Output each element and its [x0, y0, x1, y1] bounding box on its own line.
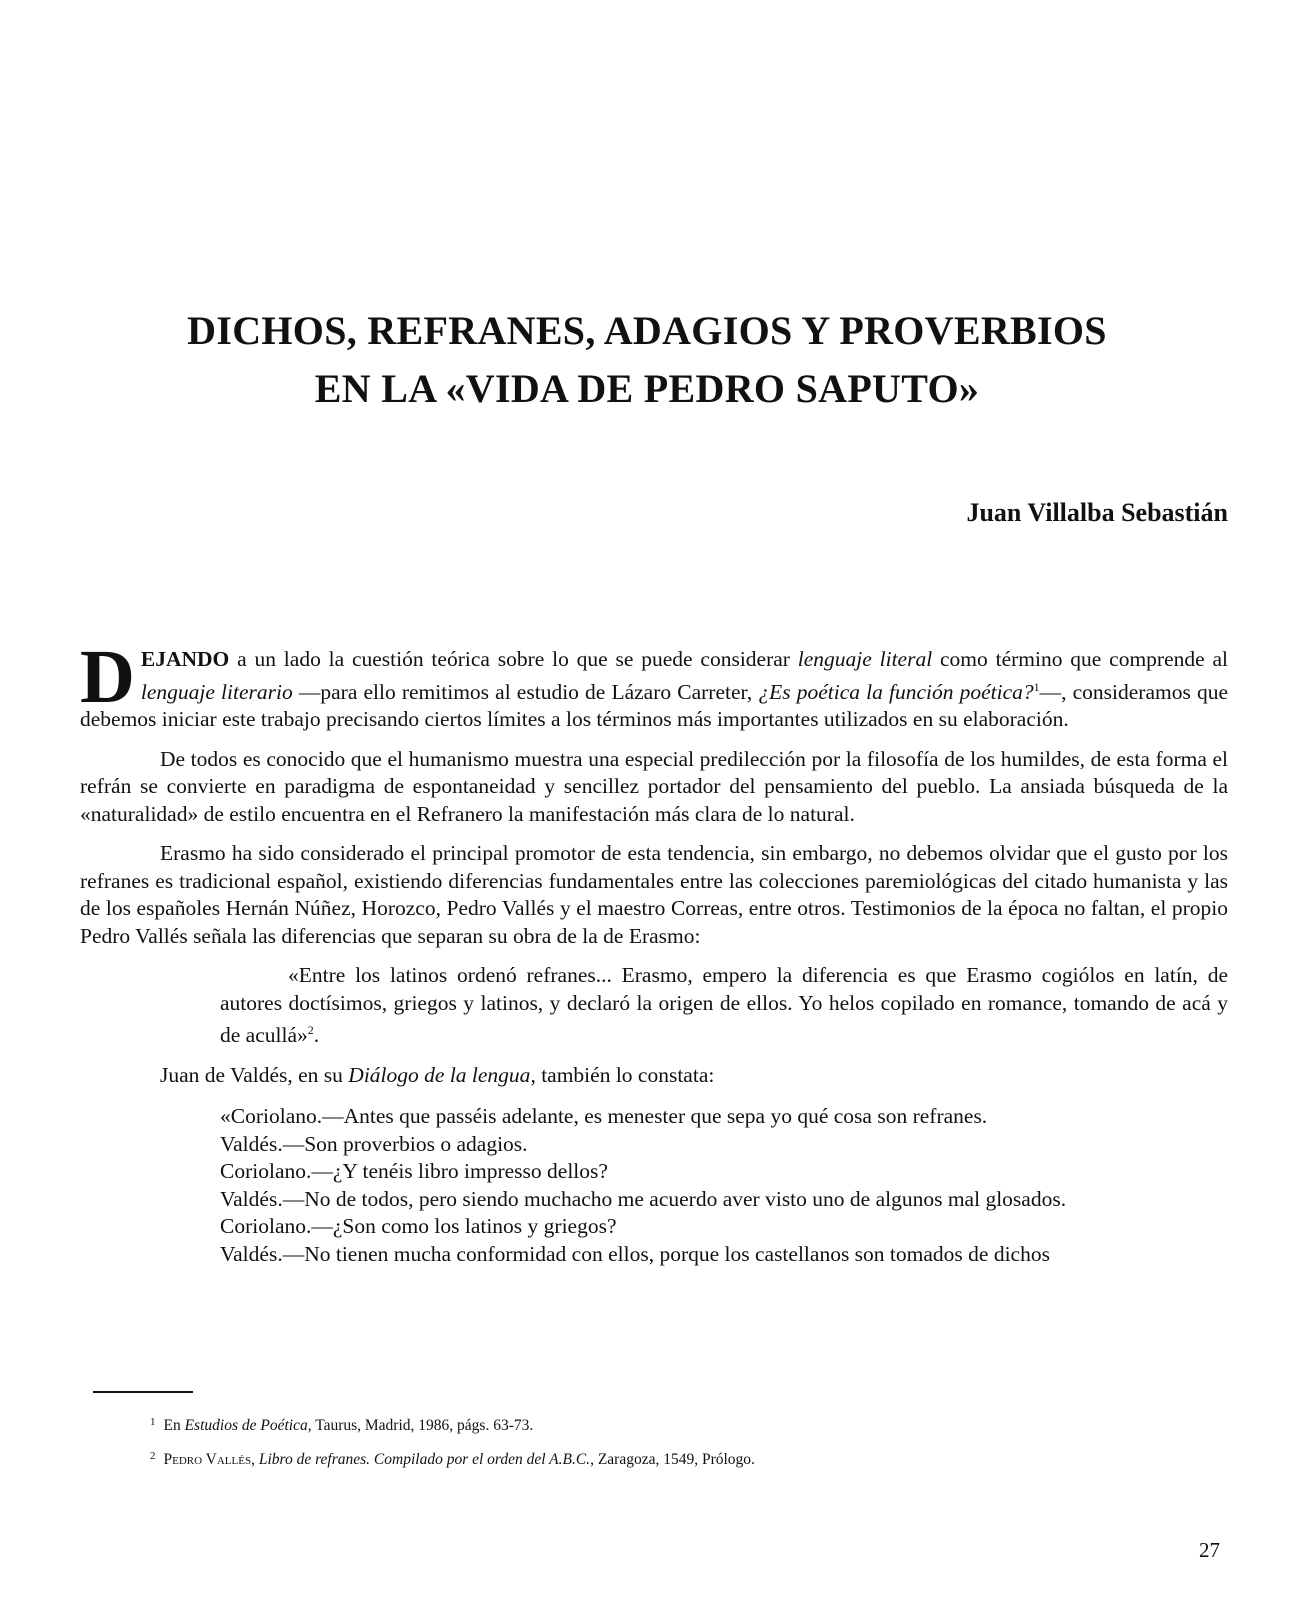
- italic-title: Diálogo de la lengua: [348, 1062, 531, 1087]
- lead-word: EJANDO: [140, 647, 230, 671]
- dialogue-quote: [220, 1103, 1228, 1268]
- footnote-2: [150, 1446, 1210, 1470]
- text-run: Juan de Valdés, en su: [160, 1062, 349, 1087]
- footnote-number: 2: [150, 1450, 156, 1462]
- italic-term: lenguaje literario: [140, 679, 293, 704]
- footnote-number: 1: [150, 1416, 156, 1428]
- text-run: , Zaragoza, 1549, Prólogo.: [590, 1451, 755, 1468]
- block-quote: [220, 962, 1228, 1050]
- author-name: Juan Villalba Sebastián: [966, 498, 1228, 527]
- drop-cap: D: [80, 635, 135, 719]
- dialogue-line: «Coriolano.—Antes que passéis adelante, es menester que sepa yo qué cosa son refranes.: [220, 1104, 988, 1128]
- page-number: 27: [1199, 1538, 1220, 1562]
- text-run: como término que comprende al: [932, 647, 1228, 671]
- footnotes: [150, 1412, 1210, 1480]
- footnote-1: [150, 1412, 1210, 1436]
- paragraph-4: [80, 1062, 1228, 1090]
- quote-text: «Entre los latinos ordenó refranes... Erasmo, empero la diferencia es que Erasmo cogiólos en latín, de autores doctísimos, griegos y latinos, y declaró la origen de ellos. Yo helos copilado en romance, tomando de acá y de acullá»: [220, 963, 1228, 1047]
- italic-title: Libro de refranes. Compilado por el orden del A.B.C.: [254, 1451, 591, 1468]
- text-run: —para ello remitimos al estudio de Lázaro Carreter,: [292, 679, 759, 704]
- paragraph-1: [80, 635, 1229, 734]
- author-small-caps: Pedro Vallés,: [163, 1451, 255, 1468]
- title-line-1: DICHOS, REFRANES, ADAGIOS Y PROVERBIOS: [187, 308, 1107, 353]
- title-line-2: EN LA «VIDA DE PEDRO SAPUTO»: [314, 366, 980, 411]
- footnote-ref-2[interactable]: 2: [307, 1023, 314, 1037]
- text-run: En: [163, 1417, 185, 1434]
- dialogue-line: Coriolano.—¿Son como los latinos y griegos?: [220, 1214, 617, 1238]
- paragraph-3: Erasmo ha sido considerado el principal promotor de esta tendencia, sin embargo, no debemos olvidar que el gusto por los refranes es tradicional español, existiendo diferencias fundamentales entre las colecciones paremiológicas del citado humanista y las de los españoles Hernán Núñez, Horozco, Pedro Vallés y el maestro Correas, entre otros. Testimonios de la época no faltan, el propio Pedro Vallés señala las diferencias que separan su obra de la de Erasmo:: [80, 841, 1228, 948]
- italic-title: Estudios de Poética,: [184, 1417, 312, 1434]
- paragraph-2: De todos es conocido que el humanismo muestra una especial predilección por la filosofía de los humildes, de esta forma el refrán se convierte en paradigma de espontaneidad y sencillez portador del pensamiento del pueblo. La ansiada búsqueda de la «naturalidad» de estilo encuentra en el Refranero la manifestación más clara de lo natural.: [80, 746, 1228, 826]
- quote-end: .: [313, 1023, 320, 1047]
- footnote-divider: [93, 1391, 193, 1393]
- italic-term: lenguaje literal: [797, 647, 933, 671]
- article-title: [80, 302, 1214, 418]
- text-run: a un lado la cuestión teórica sobre lo que se puede considerar: [229, 647, 798, 671]
- dialogue-line: Coriolano.—¿Y tenéis libro impresso dellos?: [220, 1159, 608, 1183]
- italic-title: ¿Es poética la función poética?: [758, 679, 1034, 704]
- dialogue-line: Valdés.—No de todos, pero siendo muchacho me acuerdo aver visto uno de algunos mal glosados.: [220, 1186, 1067, 1211]
- dialogue-line: Valdés.—Son proverbios o adagios.: [220, 1131, 528, 1156]
- footnote-ref-1[interactable]: 1: [1033, 679, 1040, 694]
- text-run: —, consideramos que debemos iniciar este trabajo precisando ciertos límites a los términos más importantes utilizados en su elaboración.: [80, 679, 1229, 731]
- text-run: Taurus, Madrid, 1986, págs. 63-73.: [311, 1417, 534, 1434]
- dialogue-line: Valdés.—No tienen mucha conformidad con ellos, porque los castellanos son tomados de dichos: [220, 1241, 1050, 1266]
- text-run: , también lo constata:: [530, 1062, 715, 1087]
- article-body: [80, 635, 1229, 1268]
